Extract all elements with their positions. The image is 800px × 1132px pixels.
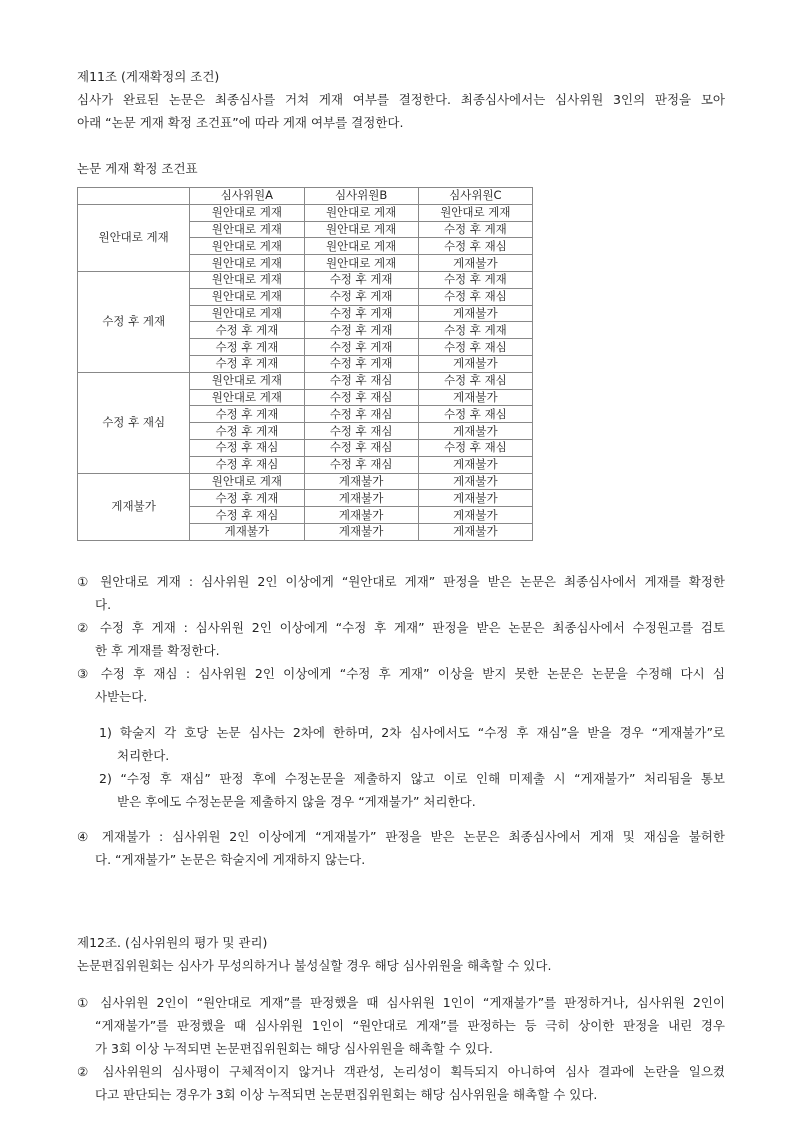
list-item-line: ① 원안대로 게재 : 심사위원 2인 이상에게 “원안대로 게재” 판정을 받은 논문은 최종심사에서 게재를 확정한 <box>77 574 725 589</box>
list-item <box>77 1060 725 1106</box>
table-cell: 수정 후 게재 <box>304 305 418 322</box>
table-cell: 게재불가 <box>304 507 418 524</box>
table-row <box>78 204 533 221</box>
list-item-line: 다고 판단되는 경우가 3회 이상 누적되면 논문편집위원회는 해당 심사위원을 해촉할 수 있다. <box>95 1087 598 1102</box>
table-cell: 원안대로 게재 <box>304 221 418 238</box>
group-label-cell: 수정 후 게재 <box>78 271 190 372</box>
article-12-title: 제12조. (심사위원의 평가 및 관리) <box>77 935 268 950</box>
table-cell: 수정 후 게재 <box>190 355 304 372</box>
table-cell: 원안대로 게재 <box>190 221 304 238</box>
table-cell: 원안대로 게재 <box>190 389 304 406</box>
table-cell: 수정 후 재심 <box>418 238 532 255</box>
list-item-line: ① 심사위원 2인이 “원안대로 게재”를 판정했을 때 심사위원 1인이 “게재불가”를 판정하거나, 심사위원 2인이 <box>77 995 725 1010</box>
table-cell: 게재불가 <box>418 389 532 406</box>
article-11-items <box>77 570 725 708</box>
table-cell: 수정 후 게재 <box>304 288 418 305</box>
table-header-row <box>78 188 533 205</box>
table-cell: 원안대로 게재 <box>304 255 418 272</box>
table-cell: 원안대로 게재 <box>418 204 532 221</box>
table-cell: 게재불가 <box>304 523 418 540</box>
list-item-line: 다. “게재불가” 논문은 학술지에 게재하지 않는다. <box>95 852 366 867</box>
article-12-body: 논문편집위원회는 심사가 무성의하거나 불성실할 경우 해당 심사위원을 해촉할 수 있다. <box>77 958 552 973</box>
table-cell: 원안대로 게재 <box>190 271 304 288</box>
list-item-line: ③ 수정 후 재심 : 심사위원 2인 이상에게 “수정 후 게재” 이상을 받지 못한 논문은 논문을 수정해 다시 심 <box>77 666 725 681</box>
table-cell: 수정 후 재심 <box>418 372 532 389</box>
table-cell: 원안대로 게재 <box>190 372 304 389</box>
table-cell: 수정 후 게재 <box>190 490 304 507</box>
article-11-item-4 <box>77 825 725 871</box>
table-cell: 수정 후 재심 <box>304 456 418 473</box>
table-row <box>78 473 533 490</box>
list-item <box>77 991 725 1060</box>
article-11-subitems <box>77 721 725 813</box>
table-cell: 게재불가 <box>304 490 418 507</box>
table-cell: 수정 후 게재 <box>418 271 532 288</box>
article-11-title: 제11조 (게재확정의 조건) <box>77 69 220 84</box>
table-cell: 게재불가 <box>418 523 532 540</box>
list-item-line: ② 심사위원의 심사평이 구체적이지 않거나 객관성, 논리성이 획득되지 아니하여 심사 결과에 논란을 일으켰 <box>77 1064 725 1079</box>
table-cell: 수정 후 게재 <box>190 322 304 339</box>
table-cell: 수정 후 재심 <box>304 389 418 406</box>
table-cell: 수정 후 게재 <box>304 271 418 288</box>
table-cell: 수정 후 재심 <box>190 439 304 456</box>
list-item-line: ② 수정 후 게재 : 심사위원 2인 이상에게 “수정 후 게재” 판정을 받은 논문은 최종심사에서 수정원고를 검토 <box>77 620 725 635</box>
group-label-cell: 원안대로 게재 <box>78 204 190 271</box>
table-header-cell: 심사위원A <box>190 188 304 205</box>
table-cell: 수정 후 게재 <box>418 221 532 238</box>
table-cell: 게재불가 <box>418 355 532 372</box>
article-11-header <box>77 65 725 134</box>
table-cell: 수정 후 재심 <box>418 288 532 305</box>
table-cell: 원안대로 게재 <box>190 204 304 221</box>
table-cell: 수정 후 재심 <box>304 439 418 456</box>
table-cell: 원안대로 게재 <box>190 288 304 305</box>
table-header-cell: 심사위원B <box>304 188 418 205</box>
list-item-line: 다. <box>95 597 112 612</box>
article-11-body-line: 아래 “논문 게재 확정 조건표”에 따라 게재 여부를 결정한다. <box>77 115 404 130</box>
table-cell: 게재불가 <box>418 255 532 272</box>
table-cell: 수정 후 재심 <box>418 339 532 356</box>
table-cell: 원안대로 게재 <box>190 238 304 255</box>
table-cell: 원안대로 게재 <box>304 204 418 221</box>
table-cell: 수정 후 게재 <box>190 423 304 440</box>
article-12-items <box>77 991 725 1106</box>
table-cell: 원안대로 게재 <box>190 473 304 490</box>
table-cell: 원안대로 게재 <box>190 255 304 272</box>
article-12-header <box>77 931 725 977</box>
list-item-line: 가 3회 이상 누적되면 논문편집위원회는 해당 심사위원을 해촉할 수 있다. <box>95 1041 493 1056</box>
table-cell: 게재불가 <box>418 456 532 473</box>
table-cell: 수정 후 재심 <box>304 423 418 440</box>
table-cell: 수정 후 재심 <box>418 439 532 456</box>
list-item-line: 2) “수정 후 재심” 판정 후에 수정논문을 제출하지 않고 이로 인해 미제출 시 “게재불가” 처리됨을 통보 <box>99 771 725 786</box>
list-item-line: 사받는다. <box>95 689 148 704</box>
table-cell: 수정 후 게재 <box>304 355 418 372</box>
table-cell: 수정 후 재심 <box>304 406 418 423</box>
table-cell: 원안대로 게재 <box>190 305 304 322</box>
table-cell: 수정 후 게재 <box>190 339 304 356</box>
table-cell: 수정 후 재심 <box>190 507 304 524</box>
group-label-cell: 게재불가 <box>78 473 190 540</box>
table-cell: 게재불가 <box>304 473 418 490</box>
list-item-line: 1) 학술지 각 호당 논문 심사는 2차에 한하며, 2차 심사에서도 “수정 후 재심”을 받을 경우 “게재불가”로 <box>99 725 725 740</box>
table-cell: 게재불가 <box>418 473 532 490</box>
table-row <box>78 372 533 389</box>
table-cell: 수정 후 재심 <box>418 406 532 423</box>
list-item-line: 처리한다. <box>117 748 170 763</box>
list-item <box>77 662 725 708</box>
list-item-line: 받은 후에도 수정논문을 제출하지 않을 경우 “게재불가” 처리한다. <box>117 794 476 809</box>
list-item <box>77 616 725 662</box>
table-cell: 게재불가 <box>190 523 304 540</box>
table-cell: 수정 후 게재 <box>190 406 304 423</box>
table-cell: 수정 후 재심 <box>190 456 304 473</box>
list-item-line: “게재불가”를 판정했을 때 심사위원 1인이 “원안대로 게재”를 판정하는 등 극히 상이한 판정을 내린 경우 <box>95 1018 725 1033</box>
table-cell: 게재불가 <box>418 423 532 440</box>
table-cell: 게재불가 <box>418 305 532 322</box>
article-11-body-line: 심사가 완료된 논문은 최종심사를 거쳐 게재 여부를 결정한다. 최종심사에서는 심사위원 3인의 판정을 모아 <box>77 92 725 107</box>
table-cell: 게재불가 <box>418 490 532 507</box>
table-cell: 게재불가 <box>418 507 532 524</box>
group-label-cell: 수정 후 재심 <box>78 372 190 473</box>
table-cell: 원안대로 게재 <box>304 238 418 255</box>
list-item <box>77 767 725 813</box>
table-cell: 수정 후 게재 <box>418 322 532 339</box>
acceptance-condition-table <box>77 187 533 541</box>
table-cell: 수정 후 재심 <box>304 372 418 389</box>
table-caption: 논문 게재 확정 조건표 <box>77 161 198 176</box>
table-header-cell <box>78 188 190 205</box>
list-item <box>77 570 725 616</box>
list-item <box>77 721 725 767</box>
table-cell: 수정 후 게재 <box>304 322 418 339</box>
list-item-line: ④ 게재불가 : 심사위원 2인 이상에게 “게재불가” 판정을 받은 논문은 최종심사에서 게재 및 재심을 불허한 <box>77 829 725 844</box>
table-header-cell: 심사위원C <box>418 188 532 205</box>
table-cell: 수정 후 게재 <box>304 339 418 356</box>
table-row <box>78 271 533 288</box>
list-item-line: 한 후 게재를 확정한다. <box>95 643 220 658</box>
list-item <box>77 825 725 871</box>
